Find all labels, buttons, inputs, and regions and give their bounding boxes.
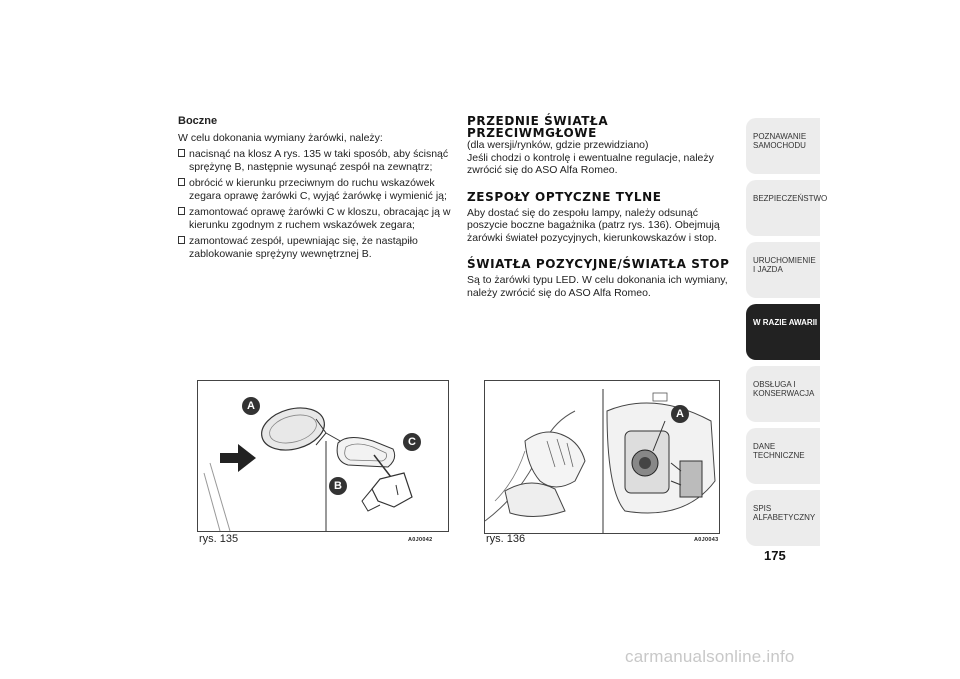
title-line-2: PRZECIWMGŁOWE xyxy=(467,126,597,140)
section-title-fog-lights xyxy=(467,115,739,139)
bullet-item xyxy=(178,235,453,260)
label-badge-a: A xyxy=(671,405,689,423)
side-lamp-illustration xyxy=(198,381,448,531)
checkbox-bullet-icon xyxy=(178,207,185,215)
figure-caption: rys. 136 xyxy=(486,533,526,545)
bullet-item xyxy=(178,206,453,231)
section-body: Jeśli chodzi o kontrolę i ewentualne regulacje, należy zwrócić się do ASO Alfa Romeo. xyxy=(467,151,714,176)
checkbox-bullet-icon xyxy=(178,236,185,244)
bullet-item xyxy=(178,148,453,173)
right-column xyxy=(467,115,739,305)
section-body: Aby dostać się do zespołu lampy, należy odsunąć poszycie boczne bagażnika (patrz rys. 136). Obejmują żarówki świateł pozycyjnych, kierunkowskazów i stop. xyxy=(467,206,720,244)
section-title-position-stop: ŚWIATŁA POZYCYJNE/ŚWIATŁA STOP xyxy=(467,257,730,271)
label-badge-c: C xyxy=(403,433,421,451)
left-column xyxy=(178,115,453,264)
section-body: Są to żarówki typu LED. W celu dokonania ich wymiany, należy zwrócić się do ASO Alfa Romeo. xyxy=(467,274,728,299)
bullet-text: zamontować zespół, upewniając się, że nastąpiło zablokowanie sprężyny wewnętrznej B. xyxy=(189,235,418,260)
section-subtitle: (dla wersji/rynków, gdzie przewidziano) xyxy=(467,139,649,151)
arrow-icon xyxy=(220,444,256,472)
tab-spis-alfabetyczny[interactable]: SPIS ALFABETYCZNY xyxy=(746,490,820,546)
figure-code: A0J0042 xyxy=(408,537,433,543)
tab-poznawanie-samochodu[interactable]: POZNAWANIE SAMOCHODU xyxy=(746,118,820,174)
tab-w-razie-awarii[interactable]: W RAZIE AWARII xyxy=(746,304,820,360)
figure-caption: rys. 135 xyxy=(199,533,239,545)
intro-text: W celu dokonania wymiany żarówki, należy: xyxy=(178,131,383,144)
figure-135 xyxy=(197,380,449,532)
tab-dane-techniczne[interactable]: DANE TECHNICZNE xyxy=(746,428,820,484)
section-title-rear-lights: ZESPOŁY OPTYCZNE TYLNE xyxy=(467,189,662,204)
bullet-text: obrócić w kierunku przeciwnym do ruchu wskazówek zegara oprawę żarówki C, wyjąć żarówkę i wymienić ją; xyxy=(189,177,447,202)
rear-lamp-illustration xyxy=(485,381,719,533)
title-line-1: PRZEDNIE ŚWIATŁA xyxy=(467,114,609,128)
label-badge-a: A xyxy=(242,397,260,415)
checkbox-bullet-icon xyxy=(178,178,185,186)
checkbox-bullet-icon xyxy=(178,149,185,157)
tab-obsluga-i-konserwacja[interactable]: OBSŁUGA I KONSERWACJA xyxy=(746,366,820,422)
tab-bezpieczenstwo[interactable]: BEZPIECZEŃSTWO xyxy=(746,180,820,236)
page-number: 175 xyxy=(764,548,786,563)
bullet-text: zamontować oprawę żarówki C w kloszu, obracając ją w kierunku zgodnym z ruchem wskazówek zegara; xyxy=(189,206,451,231)
bullet-text: nacisnąć na klosz A rys. 135 w taki sposób, aby ścisnąć sprężynę B, następnie wysunąć zespół na zewnątrz; xyxy=(189,148,449,173)
figure-136 xyxy=(484,380,720,534)
section-heading-boczne: Boczne xyxy=(178,115,218,127)
label-badge-b: B xyxy=(329,477,347,495)
tab-uruchomienie-i-jazda[interactable]: URUCHOMIENIE I JAZDA xyxy=(746,242,820,298)
bullet-item xyxy=(178,177,453,202)
watermark: carmanualsonline.info xyxy=(625,647,795,666)
figure-code: A0J0043 xyxy=(694,537,719,543)
